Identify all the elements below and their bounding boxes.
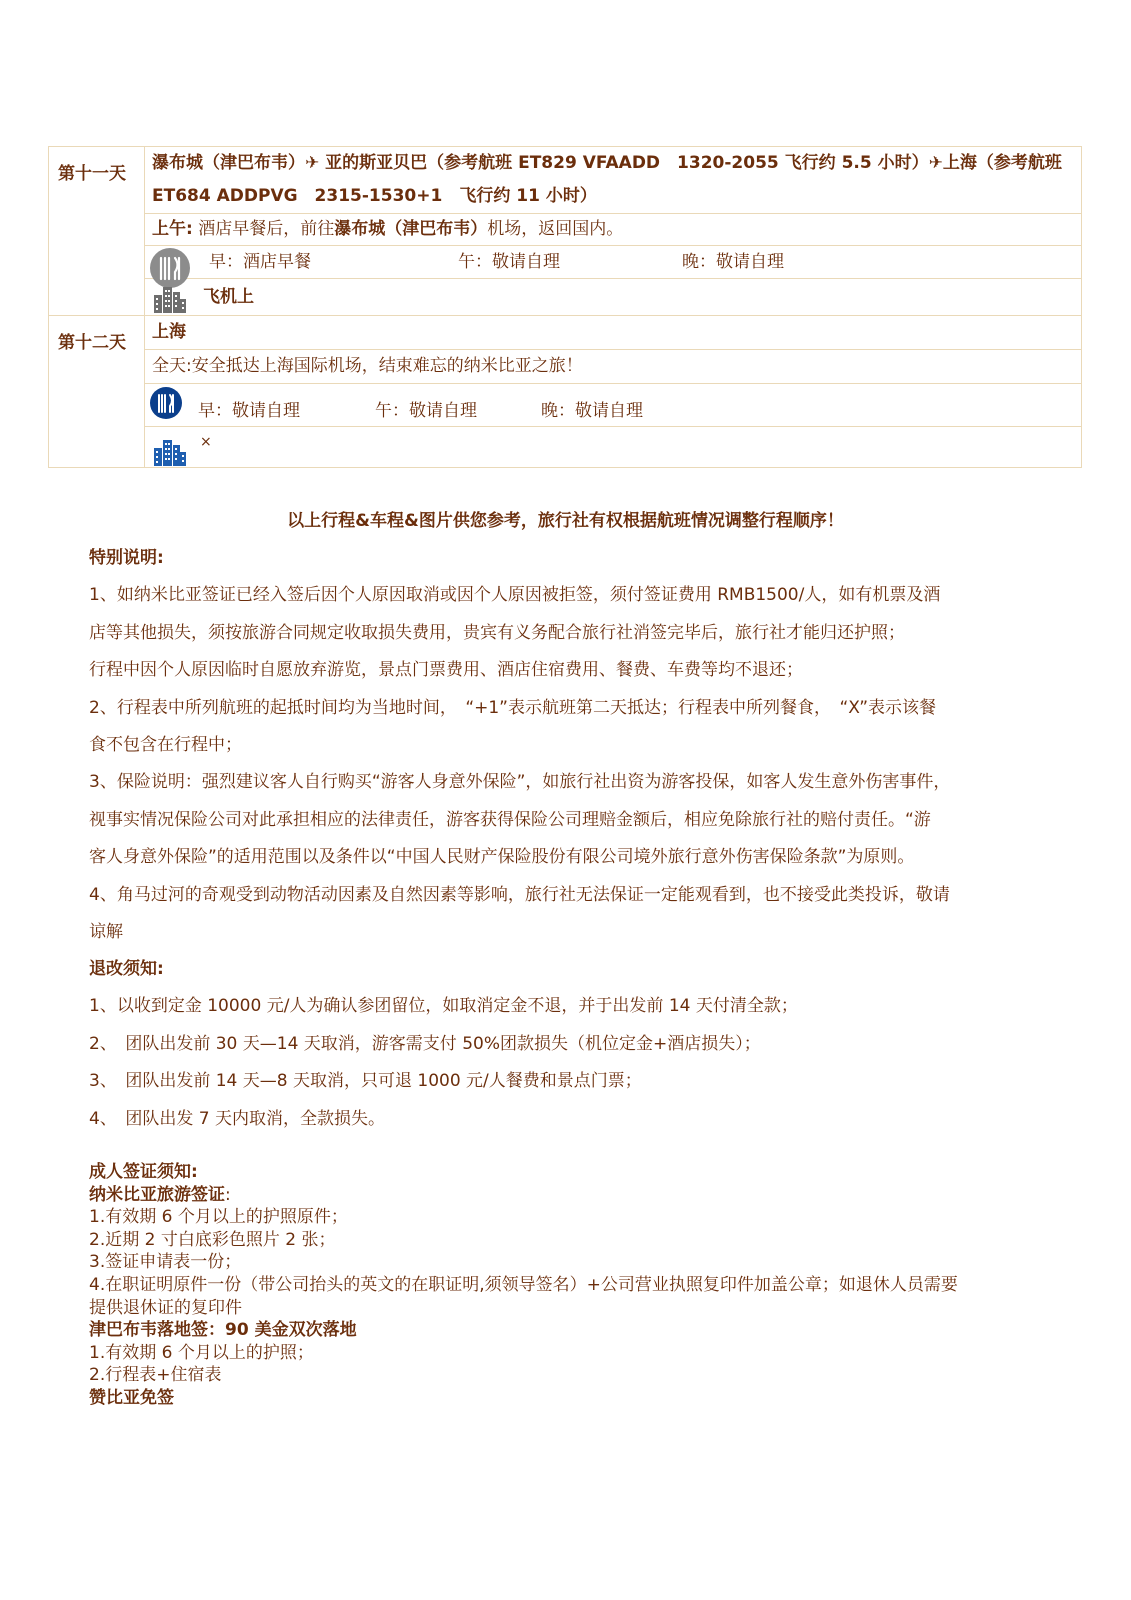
dinner-text: 晚：敬请自理 <box>682 252 784 272</box>
special-note-line: 1、如纳米比亚签证已经入签后因个人原因取消或因个人原因被拒签，须付签证费用 RMB1500/人，如有机票及酒 <box>89 585 941 606</box>
special-note-line: 视事实情况保险公司对此承担相应的法律责任，游客获得保险公司理赔金额后，相应免除旅行社的赔付责任。“游 <box>89 809 931 830</box>
visa-item: 1.有效期 6 个月以上的护照； <box>89 1342 314 1363</box>
meals-row <box>145 384 1082 427</box>
visa-item: 2.近期 2 寸白底彩色照片 2 张； <box>89 1229 336 1250</box>
breakfast-text: 早：酒店早餐 <box>209 252 311 272</box>
day-title: 上海 <box>145 316 1082 350</box>
special-notes-header: 特别说明: <box>89 548 164 568</box>
visa-item: 3.签证申请表一份； <box>89 1252 242 1273</box>
hotel-row <box>145 427 1082 468</box>
special-note-line: 3、保险说明：强烈建议客人自行购买“游客人身意外保险”，如旅行社出资为游客投保，如客人发生意外伤害事件， <box>89 772 951 793</box>
refund-section <box>89 951 1039 1138</box>
visa-section <box>89 1161 1039 1410</box>
itinerary-notice: 以上行程&车程&图片供您参考，旅行社有权根据航班情况调整行程顺序！ <box>287 511 844 531</box>
special-note-line: 行程中因个人原因临时自愿放弃游览，景点门票费用、酒店住宿费用、餐费、车费等均不退还； <box>89 660 803 681</box>
special-note-line: 2、行程表中所列航班的起抵时间均为当地时间， “+1”表示航班第二天抵达；行程表中所列餐食， “X”表示该餐 <box>89 697 937 718</box>
special-note-line: 客人身意外保险”的适用范围以及条件以“中国人民财产保险股份有限公司境外旅行意外伤害保险条款”为原则。 <box>89 847 915 868</box>
breakfast-text: 早：敬请自理 <box>198 401 300 421</box>
zambia-visa-title: 赞比亚免签 <box>89 1387 174 1408</box>
hotel-text: × <box>200 434 212 450</box>
refund-line: 1、以收到定金 10000 元/人为确认参团留位，如取消定金不退，并于出发前 14 天付清全款； <box>89 996 798 1017</box>
zimbabwe-visa-title: 津巴布韦落地签：90 美金双次落地 <box>89 1320 357 1341</box>
visa-item: 4.在职证明原件一份（带公司抬头的英文的在职证明,须领导签名）+公司营业执照复印件加盖公章；如退休人员需要 <box>89 1274 958 1295</box>
visa-header: 成人签证须知: <box>89 1162 198 1182</box>
lunch-text: 午：敬请自理 <box>375 401 477 421</box>
special-note-line: 4、角马过河的奇观受到动物活动因素及自然因素等影响，旅行社无法保证一定能观看到，也不接受此类投诉，敬请 <box>89 884 950 905</box>
hotel-building-icon <box>153 436 187 471</box>
hotel-row <box>145 279 1082 316</box>
special-note-line: 谅解 <box>89 922 123 943</box>
meals-row <box>145 246 1082 279</box>
day-label: 第十一天 <box>49 147 145 316</box>
hotel-text: 飞机上 <box>203 287 254 307</box>
day-description: 全天:安全抵达上海国际机场，结束难忘的纳米比亚之旅！ <box>145 350 1082 384</box>
visa-item: 2.行程表+住宿表 <box>89 1365 222 1386</box>
visa-item: 提供退休证的复印件 <box>89 1297 242 1318</box>
hotel-building-icon <box>153 283 187 318</box>
day-label: 第十二天 <box>49 316 145 468</box>
refund-header: 退改须知: <box>89 959 164 979</box>
refund-line: 4、 团队出发 7 天内取消，全款损失。 <box>89 1108 385 1129</box>
refund-line: 2、 团队出发前 30 天—14 天取消，游客需支付 50%团款损失（机位定金+酒店损失）； <box>89 1033 761 1054</box>
refund-line: 3、 团队出发前 14 天—8 天取消，只可退 1000 元/人餐费和景点门票； <box>89 1071 642 1092</box>
day-title: 瀑布城（津巴布韦）✈ 亚的斯亚贝巴（参考航班 ET829 VFAADD 1320-2055 飞行约 5.5 小时）✈上海（参考航班 ET684 ADDPVG 2315-1530+1 飞行约 11 小时） <box>145 147 1082 214</box>
restaurant-icon <box>149 386 183 425</box>
special-note-line: 店等其他损失，须按旅游合同规定收取损失费用，贵宾有义务配合旅行社消签完毕后，旅行社才能归还护照； <box>89 622 905 643</box>
namibia-visa-title: 纳米比亚旅游签证: <box>89 1184 231 1205</box>
day-morning: 上午: 酒店早餐后，前往瀑布城（津巴布韦）机场，返回国内。 <box>145 214 1082 246</box>
dinner-text: 晚：敬请自理 <box>541 401 643 421</box>
lunch-text: 午：敬请自理 <box>458 252 560 272</box>
special-notes-section <box>89 540 1039 951</box>
visa-item: 1.有效期 6 个月以上的护照原件； <box>89 1207 348 1228</box>
special-note-line: 食不包含在行程中； <box>89 735 242 756</box>
itinerary-table <box>48 146 1082 468</box>
